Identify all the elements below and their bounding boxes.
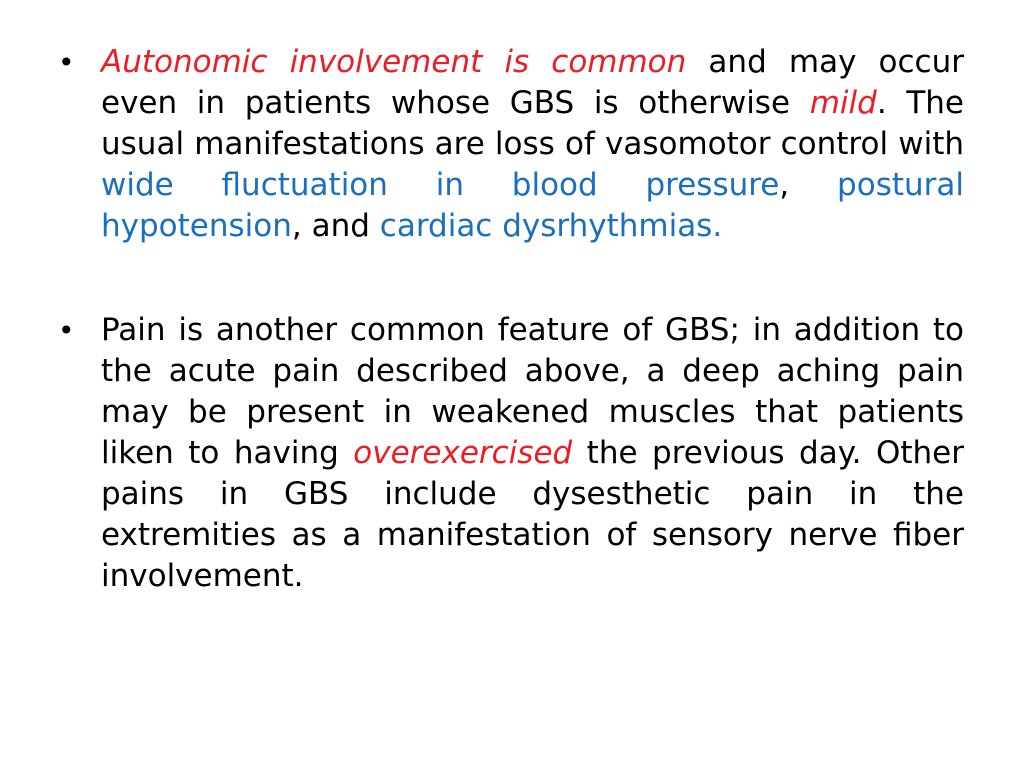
text-segment: overexercised bbox=[353, 435, 573, 471]
text-segment: postural hypotension bbox=[101, 167, 964, 244]
bullet-pain-feature bbox=[58, 310, 964, 597]
text-segment: and may occur even in patients whose GBS is otherwise bbox=[101, 44, 964, 121]
text-segment: , and bbox=[291, 208, 380, 244]
text-segment: Pain is another common feature of GBS; in addition to the acute pain described above, a deep aching pain may be present in weakened muscles that patients liken to having bbox=[101, 312, 964, 471]
text-segment: mild bbox=[809, 85, 877, 121]
text-segment: , bbox=[779, 167, 838, 203]
text-segment: wide fluctuation in blood pressure bbox=[101, 167, 780, 203]
bullet-autonomic-involvement bbox=[58, 42, 964, 247]
bullet-marker: • bbox=[58, 46, 75, 79]
text-segment: Autonomic involvement is common bbox=[101, 44, 687, 80]
text-segment: cardiac dysrhythmias. bbox=[379, 208, 723, 244]
text-segment: . The usual manifestations are loss of vasomotor control with bbox=[101, 85, 964, 162]
text-segment: the previous day. Other pains in GBS include dysesthetic pain in the extremities as a manifestation of sensory nerve fiber involvement. bbox=[101, 435, 964, 594]
bullet-list bbox=[58, 42, 964, 597]
bullet-marker: • bbox=[58, 314, 75, 347]
